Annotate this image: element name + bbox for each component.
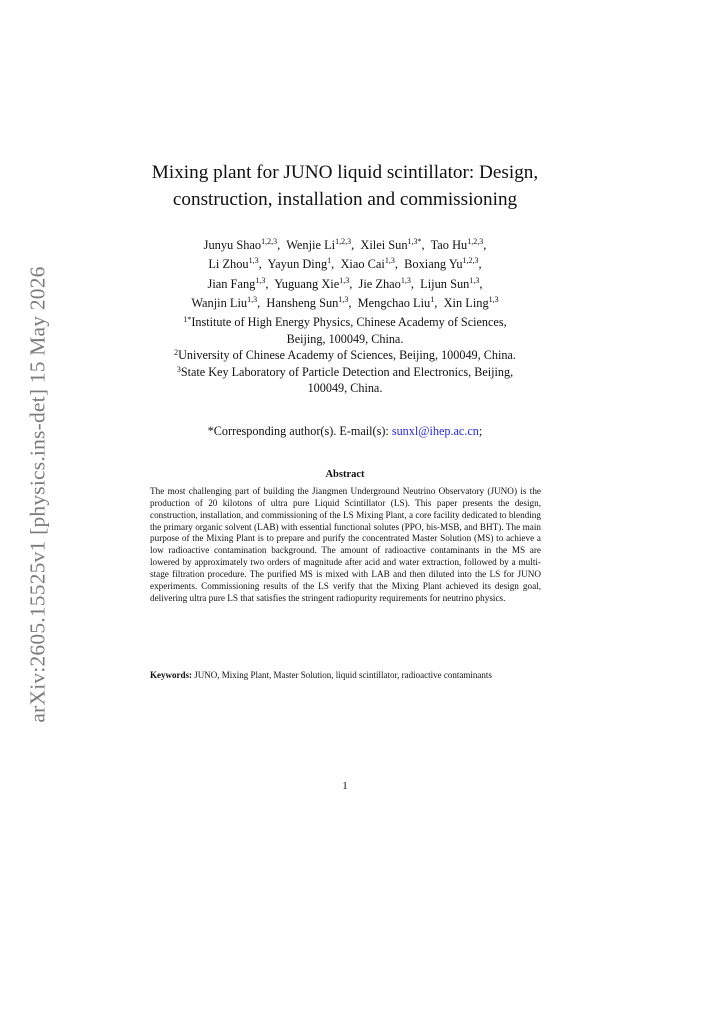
author: Xin Ling$^{1,3}$ [443, 294, 499, 310]
keywords-label: Keywords: [150, 670, 192, 680]
keywords-text: JUNO, Mixing Plant, Master Solution, liquid scintillator, radioactive contaminants [192, 670, 492, 680]
affiliation-list [140, 314, 550, 397]
page-number: 1 [342, 780, 348, 792]
arxiv-stamp [18, 249, 58, 739]
author: Jian Fang$^{1,3}$ [207, 275, 266, 291]
arxiv-identifier: arXiv:2605.15525v1 [physics.ins-det] 15 May 2026 [25, 265, 50, 723]
corresponding-author: *Corresponding author(s). E-mail(s): sunxl@ihep.ac.cn; [207, 424, 483, 438]
author: Jie Zhao$^{1,3}$ [358, 275, 411, 291]
author: Xiao Cai$^{1,3}$ [340, 256, 395, 272]
title-line-1: Mixing plant for JUNO liquid scintillator: Design, [151, 162, 539, 183]
author: Hansheng Sun$^{1,3}$ [266, 294, 349, 310]
keywords [150, 670, 541, 682]
author: Lijun Sun$^{1,3}$ [420, 275, 480, 291]
affiliation: $^{1*}$Institute of High Energy Physics, Chinese Academy of Sciences, Beijing, 100049, China. [183, 315, 507, 346]
abstract-body: The most challenging part of building the Jiangmen Underground Neutrino Observatory (JUNO) is the production of 20 kilotons of ultra pure Liquid Scintillator (LS). This paper presents the design, construction, installation, and commissioning of the LS Mixing Plant, a core facility dedicated to blending the primary organic solvent (LAB) with essential functional solutes (PPO, bis-MSB, and BHT). The main purpose of the Mixing Plant is to prepare and purify the concentrated Master Solution (MS) to achieve a low radioactive contamination background. The amount of radioactive contaminants in the MS are lowered by approximately two orders of magnitude after acid and water extraction, followed by a multi-stage filtration procedure. The purified MS is mixed with LAB and then diluted into the LS for JUNO experiments. Commissioning results of the LS verify that the Mixing Plant achieved its design goal, delivering ultra pure LS that satisfies the stringent radiopurity requirements for neutrino physics. [150, 486, 541, 603]
author: Wenjie Li$^{1,2,3}$ [286, 237, 352, 252]
author: Junyu Shao$^{1,2,3}$ [203, 237, 278, 252]
abstract-heading: Abstract [325, 469, 365, 480]
author: Wanjin Liu$^{1,3}$ [191, 294, 258, 310]
author: Yuguang Xie$^{1,3}$ [274, 275, 350, 291]
author-list: Junyu Shao$^{1,2,3}$, Wenjie Li$^{1,2,3}$, Xilei Sun$^{1,3*}$, Tao Hu$^{1,2,3}$, Li Zhou$^{1,3}$, Yayun Ding$^1$, Xiao Cai$^{1,3}$, Boxiang Yu$^{1,2,3}$, Jian Fang$^{1,3}$, Yuguang Xie$^{1,3}$, Jie Zhao$^{1,3}$, Lijun Sun$^{1,3}$, Wanjin Liu$^{1,3}$, Hansheng Sun$^{1,3}$, Mengchao Liu$^1$, Xin Ling$^{1,3}$ [191, 237, 499, 310]
author: Yayun Ding$^1$ [267, 256, 332, 272]
affiliation: $^3$State Key Laboratory of Particle Detection and Electronics, Beijing, 100049, China. [176, 364, 514, 396]
title-line-2: construction, installation and commissioning [172, 189, 518, 210]
author: Mengchao Liu$^1$ [357, 294, 435, 310]
author: Xilei Sun$^{1,3*}$ [360, 237, 422, 252]
author: Tao Hu$^{1,2,3}$ [430, 237, 484, 252]
author: Boxiang Yu$^{1,2,3}$ [404, 256, 479, 272]
email-link[interactable]: sunxl@ihep.ac.cn [391, 424, 479, 438]
affiliation: $^2$University of Chinese Academy of Sciences, Beijing, 100049, China. [174, 348, 516, 363]
paper-title [140, 159, 550, 213]
author: Li Zhou$^{1,3}$ [208, 256, 259, 272]
